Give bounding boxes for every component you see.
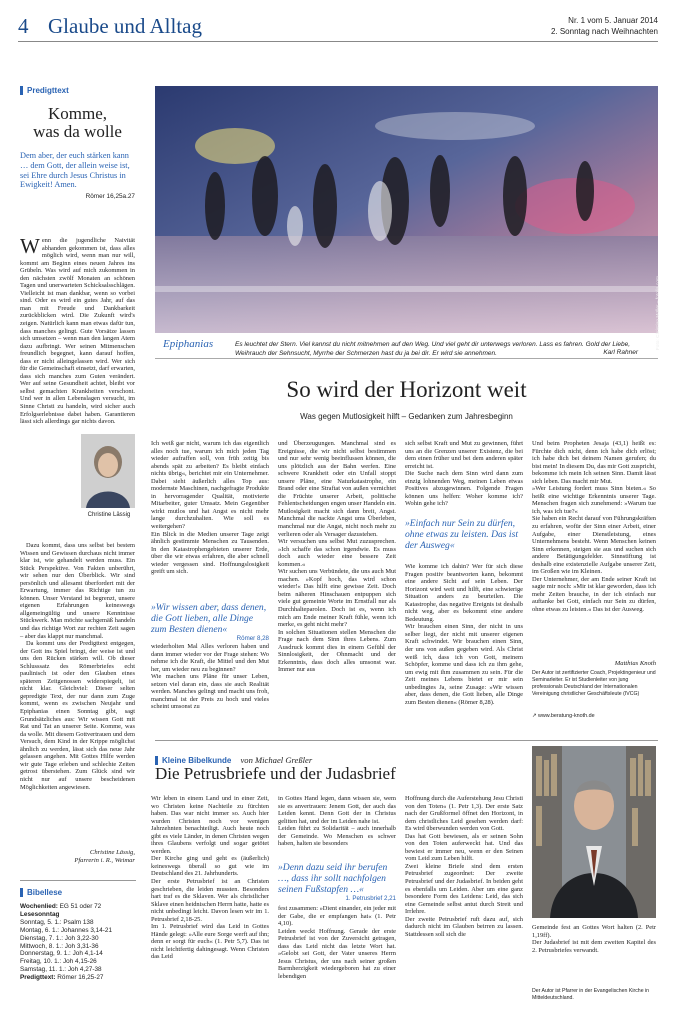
bibellese-line-value: EG 51 oder 72 — [59, 903, 102, 910]
sermon-paragraph-3: Da kommt uns der Predigttext entgegen, der Gott ins Spiel bringt, der weise ist und uns den Rücken stärken will. Ob dieser Schlusssatz des Römerbriefes echt paulinisch ist oder den Glauben eines späteren Zeitgenossen widerspiegelt, ist nicht klar. Gleichviel: Dieser selten gepredigte Text, der nur dann zum Zuge kommt, wenn es zwischen Neujahr und Epiphanias einen Sonntag gibt, sagt Grundsätzliches aus: Wir wissen Gott mit Rat und Tat an unserer Seite. Komme, was da wolle. Mit diesem Gottvertrauen und dem Versuch, dem Kind in der Krippe möglichst ähnlich zu werden, lässt sich das neue Jahr gelassen angehen. Mit Gottes Hilfe werden wir gute Tage erleben und schlechte Zeiten getrost überstehen. Zum Glück sind wir nicht nur auf unsere bescheidenen Möglichkeiten angewiesen. — [20, 640, 135, 791]
bibelkunde-quote-ref: 1. Petrusbrief 2,21 — [345, 895, 396, 902]
page-header — [18, 14, 658, 54]
bibellese-line — [20, 958, 136, 966]
sermon-verse: Dem aber, der euch stärken kann … dem Gott, der allein weise ist, sei Ehre durch Jesus Christus in Ewigkeit! Amen. — [20, 151, 130, 190]
sermon-body-2 — [20, 542, 135, 791]
bibellese-line-value: Samstag, 11. 1.: Joh 4,27-38 — [20, 966, 102, 974]
hero-rule — [155, 358, 658, 359]
sermon-verse-ref: Römer 16,25a.27 — [85, 193, 135, 201]
portrait-image — [81, 434, 135, 508]
horizont-quote2-text: »Einfach nur Sein zu dürfen, ohne etwas zu leisten. Das ist der Ausweg« — [405, 518, 518, 551]
horizont-col2-text: und Überzeugungen. Manchmal sind es Ereignisse, die wir nicht selbst bestimmen und nur sehr wenig beeinflussen können, die uns plötzlich aus der Bahn werfen. Eine schwere Krankheit oder ein Unfall stoppt unsere Pläne, eine Naturkatastrophe, ein Brand oder eine Straftat von außen vernichtet die Früchte unserer Arbeit, politische Fehlentscheidungen engen unser Handeln ein. Mutlosigkeit macht sich dann breit, Angst. Manchmal die nackte Angst ums Überleben, manchmal nur die Angst, nicht noch mehr zu verlieren oder als Versager dazustehen. Wir versuchen uns selbst Mut zuzusprechen. »Ich schaffe das schon irgendwie. Es muss doch auch wieder eine bessere Zeit kommen.« Wir suchen uns Verbündete, die uns auch Mut machen. »Kopf hoch, das wird schon wieder!« Das hilft eine gewisse Zeit. Doch beim näheren Hinschauen entpuppen sich viele gut gemeinte Worte im Ernstfall nur als Durchhalteparolen. Doch ist es, wenn ich mich am Ende meiner Kraft fühle, wenn ich merke, es geht nicht mehr? In solchen Situationen stellen Menschen die Frage nach dem Sinn ihres Lebens. Zum Ausdruck kommt dies in einem Gefühl der Sinnlosigkeit, der Ohnmacht und der Erkenntnis, dass doch alles umsonst war. Immer nur aus — [278, 440, 396, 674]
horizont-col1b-text: wiederholten Mal Alles verloren haben und dann immer wieder vor der Frage stehen: Wo nehme ich die Kraft, die Mittel und den Mut her, um wieder neu zu beginnen? Wie machen uns Pläne für unser Leben, setzen viel daran ein, dass sie auch Realität werden. Manches gelingt und macht uns froh, manchmal ist der Preis zu hoch und vieles scheint umsonst zu — [151, 643, 269, 711]
bibellese-line — [20, 943, 136, 951]
bibelkunde-col4 — [532, 924, 656, 954]
bibellese-list — [20, 903, 136, 982]
bibellese-line-value: Montag, 6. 1.: Johannes 3,14-21 — [20, 926, 113, 934]
bibelkunde-col4-text: Gemeinde fest an Gottes Wort halten (2. Petr 1,19ff). Der Judasbrief ist mit dem zweiten Kapitel des 2. Petrusbriefes verwandt. — [532, 924, 656, 954]
sermon-paragraph-1: enn die jugendliche Naivität abhanden gekommen ist, dass alles möglich wird, wenn man nur will, kommt am Beginn eines neuen Jahres ins Grübeln. Was wird auf mich zukommen in den nächsten zwölf Monaten an schönen Tagen und unerwarteten Schicksalsschlägen. Vielleicht ist man dankbar, wenn so vorbei sind. Oder es wird ein gutes Jahr, auf das man mit Freude und Dankbarkeit zurückblicken wird. Die Zukunft wird's zeigen. Natürlich kann man etwas dafür tun, dass manches gelingt. Gute Vorsätze lassen sich umsetzen – wenn man den langen Atem dazu aufbringt. Wer seinen Mitmenschen freundlich begegnet, kann darauf hoffen, dass er nicht alleingelassen wird. Wer sich für die Gemeinschaft einsetzt, darf erwarten, dass sich manches zum Guten verändert. Wer auf seine Gesundheit achtet, bleibt vor selbst gemachten Krankheiten verschont. Und wer in allen Lebenslagen versucht, im Sinne Christi zu handeln, wird sicher auch Erfolgserlebnisse dabei haben. Garantieren lässt sich allerdings gar nichts davon. — [20, 237, 135, 426]
bibellese-line-value: Dienstag, 7. 1.: Joh 3,22-30 — [20, 934, 99, 942]
sermon-label: Predigttext — [20, 86, 135, 95]
sunday-label: 2. Sonntag nach Weihnachten — [550, 27, 658, 36]
web-icon: ↗ — [532, 713, 539, 719]
horizont-author: Matthias Knoth — [614, 660, 656, 667]
bibelkunde-col3 — [405, 795, 523, 938]
bibelkunde-col2-text: in Gottes Hand legen, dann wissen sie, wem sie es anvertrauen: Jenem Gott, der auch das Leiden kennt. Denn Gott der in Christus gelitten hat, und der im Leiden nahe ist. Leiden führt zu Solidarität – auch innerhalb der Gemeinde. Wo Menschen es schwer haben, halten sie besonders — [278, 795, 396, 848]
bibellese-line — [20, 911, 136, 919]
hero-photo-image — [155, 86, 658, 333]
bibelkunde-author-note: Der Autor ist Pfarrer in der Evangelischen Kirche in Mitteldeutschland. — [532, 988, 650, 1001]
photo-credit: Foto: Christian Müller – fotolia.com — [656, 276, 661, 351]
horizont-col3-text: sich selbst Kraft und Mut zu gewinnen, führt uns an die Grenzen unserer Existenz, die bei dem einen früher und bei dem anderen später erreicht ist. Die Suche nach dem Sinn wird dann zum einzig lohnenden Weg, meinen Leben etwas Positives abzugewinnen. Folgende Fragen können uns helfen: Woher komme ich? Wohin gehe ich? — [405, 440, 523, 508]
horizont-title: So wird der Horizont weit — [286, 377, 527, 402]
issue-date: Nr. 1 vom 5. Januar 2014 — [568, 16, 658, 25]
bibellese-line-key: Lesesonntag — [20, 910, 60, 918]
sermon-author-role: Pfarrerin i. R., Weimar — [74, 857, 135, 864]
horizont-quote1-ref: Römer 8,28 — [236, 635, 269, 642]
bibellese-line — [20, 919, 136, 927]
bibellese-box — [20, 888, 136, 982]
horizont-author-web-link[interactable]: www.beratung-knoth.de — [538, 713, 595, 719]
hero-caption-text: Es leuchtet der Stern. Viel kannst du nicht mitnehmen auf den Weg. Und viel geht dir unterwegs verloren. Lass es fahren. Gold der Liebe, Weihrauch der Sehnsucht, Myrrhe der Schmerzen hast du ja bei dir. Er wird sie annehmen. — [235, 341, 631, 357]
horizont-quote1 — [151, 602, 269, 642]
bibelkunde-col2b-text: fest zusammen: »Dient einander, ein jeder mit der Gabe, die er empfangen hat« (1. Petr 4,10). Leiden weckt Hoffnung. Gerade der erste Petrusbrief ist von der Zuversicht getragen, dass das Leid nicht das letzte Wort hat. »Gelobt sei Gott, der Vater unseres Herrn Jesus Christus, der uns nach seiner großen Barmherzigkeit wiedergeboren hat zu einer lebendigen — [278, 905, 396, 980]
bibellese-line — [20, 927, 136, 935]
bibellese-line — [20, 950, 136, 958]
page-number: 4 — [18, 14, 29, 38]
sermon-title-line2: was da wolle — [33, 122, 122, 141]
sermon-dropcap: W — [20, 234, 40, 258]
bibellese-line-key: Predigttext: — [20, 974, 58, 982]
bibellese-label: Bibellese — [20, 888, 136, 897]
hero-caption-label: Epiphanias — [163, 338, 214, 350]
bibellese-line-value: Mittwoch, 8. 1.: Joh 3,31-36 — [20, 942, 99, 950]
sermon-paragraph-2: Dazu kommt, dass uns selbst bei bestem Wissen und Gewissen durchaus nicht immer klar ist, wie gehandelt werden muss. Ein Stück Perspektive. Von Fakten unberührt, wir sehen nur den Überblick. Wir sind persönlich und allesamt überfordert mit der Erwartung, immer das Richtige tun zu können. Unser Verstand ist begrenzt, unsere eigenen Erfahrungen keineswegs allgemeingültig und unsere Kenntnisse Stückwerk. Man möchte sachgemäß handeln und das richtige Wort zur rechten Zeit sagen – aber das klappt nur manchmal. — [20, 542, 135, 640]
bibellese-line-value: Donnerstag, 9. 1.: Joh 4,1-14 — [20, 950, 103, 958]
horizont-col1b — [151, 643, 269, 711]
sermon-body — [20, 234, 135, 426]
horizont-quote1-text: »Wir wissen aber, dass denen, die Gott lieben, alle Dinge zum Besten dienen« — [151, 602, 267, 635]
bibellese-line — [20, 966, 136, 974]
horizont-subtitle: Was gegen Mutlosigkeit hilft – Gedanken zum Jahresbeginn — [300, 412, 513, 421]
header-rule — [18, 41, 658, 42]
bibellese-line-key: Wochenlied: — [20, 903, 60, 910]
horizont-col1-text: Ich weiß gar nicht, warum ich das eigentlich alles noch tue, warum ich mich jeden Tag wieder aufraffen soll, von früh zeitig bis abends spät zu arbeiten? Es bleibt einfach nichts übrig«, berichtet mir ein Unternehmer. Dabei sieht äußerlich alles Top aus: modernste Maschinen, nachgefragte Produkte in hervorragender Qualität, motivierte Mitarbeiter, guter Umsatz. Mein Gegenüber wirkt mutlos und hat Angst es nicht mehr lange durchzuhalten. Wie soll es weitergehen? Ein Blick in die Medien unserer Tage zeigt ähnlich gestimmte Menschen zu Tausenden. In den Katastrophengebieten unserer Erde, über die wir etwas erfahren, die aber schnell wieder vergessen sind. Hoffnungslosigkeit greift um sich. — [151, 440, 269, 576]
horizont-col2 — [278, 440, 396, 674]
hero-caption-author: Karl Rahner — [603, 349, 638, 356]
sermon-column — [20, 86, 135, 200]
sermon-author: Christine Lässig, — [89, 849, 135, 856]
portrait-michael-gressler — [532, 746, 656, 918]
bibelkunde-rule — [155, 740, 658, 741]
bibelkunde-quote — [278, 862, 396, 902]
bibelkunde-byline: von Michael Greßler — [240, 755, 313, 765]
portrait-christine-lassig — [81, 434, 135, 508]
bibelkunde-quote-text: »Denn dazu seid ihr berufen …, dass ihr sollt nachfolgen seinen Fußstapfen …« — [278, 862, 388, 895]
bibellese-line — [20, 935, 136, 943]
bibellese-rule — [20, 880, 136, 881]
portrait-caption: Christine Lässig — [87, 512, 131, 518]
bibelkunde-title: Die Petrusbriefe und der Judasbrief — [155, 764, 396, 783]
bibellese-line-value: Freitag, 10. 1.: Joh 4,15-26 — [20, 958, 97, 966]
horizont-col4 — [532, 440, 656, 614]
bibellese-line — [20, 974, 136, 982]
horizont-col3b — [405, 563, 523, 706]
horizont-col3 — [405, 440, 523, 508]
portrait-gressler-image — [532, 746, 656, 918]
bibelkunde-col2b — [278, 905, 396, 980]
section-title: Glaube und Alltag — [48, 14, 202, 38]
horizont-quote2 — [405, 518, 523, 551]
bibelkunde-label: Kleine Bibelkunde — [155, 756, 231, 765]
bibelkunde-col3-text: Hoffnung durch die Auferstehung Jesu Christi von den Toten« (1. Petr 1,3). Der erste Satz nach der Grußformel öffnet den Horizont, in dem christliches Leid gesehen werden darf: Es wird überwunden werden von Gott. Das hat Gott bewiesen, als er seinen Sohn von den Toten auferweckt hat. Und das bewiest er immer neu, wenn er den Seinen vom Leid zum Leben hilft. Zwei kleine Briefe sind dem ersten Petrusbrief zugeordnet: Der zweite Petrusbrief und der Judasbrief. In beiden geht es ebenfalls um Leiden. Aber um eine ganz besondere Form des Leidens: Leid, das sich eine Gemeinde selbst antut durch Streit und Irrlehre. Der zweite Petrusbrief ruft dazu auf, sich dadurch nicht im Glauben beirren zu lassen. Stattdessen soll sich die — [405, 795, 523, 938]
bibellese-line — [20, 903, 136, 911]
bibellese-line-value: Sonntag, 5. 1.: Psalm 138 — [20, 918, 94, 926]
horizont-author-note: Der Autor ist zertifizierter Coach, Projektingenieur und Seminarleiter. Er ist Studienleiter von jung professionals Deutschland der Internationalen Vereinigung christlicher Geschäftsleute (IVCG) — [532, 670, 656, 697]
bibelkunde-col1 — [151, 795, 269, 961]
bibellese-line-value: Römer 16,25-27 — [57, 974, 104, 982]
bibelkunde-col2 — [278, 795, 396, 848]
horizont-author-web — [532, 713, 656, 719]
sermon-title-line1: Komme, — [47, 104, 108, 123]
horizont-col3b-text: Wie komme ich dahin? Wer für sich diese Fragen positiv beantworten kann, bekommt eine andere Sicht auf sein Leben. Der Horizont wird weit und hilft, eine schwierige Situation anders zu beurteilen. Die Katastrophe, das negative Ereignis ist deshalb nicht weg, aber es bekommt eine andere Bedeutung. Wir brauchen einen Sinn, der nicht in uns selber liegt, der nicht mit unserer eigenen Kraft schwindet. Wir brauchen einen Sinn, der uns von außen gegeben wird. Als Christ weiß ich, dass ich von Gott, meinem Schöpfer, komme und dass ich zu ihm gehe, um ewig mit ihm zusammen zu sein. Für die Zeit meines Lebens bietet er mir sein unbedingtes Ja, seine Zusage: »Wir wissen aber, dass denen, die Gott lieben, alle Dinge zum Besten dienen« (Römer 8,28). — [405, 563, 523, 706]
horizont-col1 — [151, 440, 269, 576]
horizont-col4-text: Und beim Propheten Jesaja (43,1) heißt es: Fürchte dich nicht, denn ich habe dich erlöst; ich habe dich bei deinem Namen gerufen; du bist mein! In diesem Du, das mir Gott zuspricht, bekomme ich mein Ich seinen Sinn. Damit lässt sich leben. Das macht mir Mut. »Wer Leistung fordert muss Sinn bieten.« So heißt eine wichtige Erkenntnis unserer Tage. Menschen fragen sich zunehmend: »Warum tue ich, was ich tue?« Sie haben ein Recht darauf von Führungskräften zu erfahren, wofür der Sinn einer Arbeit, einer Aufgabe, einer Dienstleistung, eines Unternehmens besteht. Wenn Menschen keinen Sinn erkennen, steigen sie aus und suchen sich andere Betätigungsfelder. Sinnstiftung ist deshalb eine existenzielle Aufgabe unserer Zeit, im Großen wie im Kleinen. Der Unternehmer, der am Ende seiner Kraft ist sagte mir noch: »Mir ist klar geworden, dass ich mehr Zeiten brauche, in der ich einfach nur auftanke bei Gott, einfach nur Sein zu dürfen, ohne etwas zu leisten.« Das ist der Ausweg. — [532, 440, 656, 614]
bibelkunde-col1-text: Wir leben in einem Land und in einer Zeit, wo Christen keine Nachteile zu fürchten haben. Das war nicht immer so. Auch hier wurden Christen noch vor wenigen Jahrzehnten benachteiligt. Auch heute noch gibt es viele Länder, in denen Christen wegen ihres Glaubens verfolgt und sogar getötet werden. Der Kirche ging und geht es (äußerlich) keineswegs überall so gut wie im Deutschland des 21. Jahrhunderts. Der erste Petrusbrief ist an Christen geschrieben, die leiden mussten. Besonders hart traf es die Sklaven. Wer als christlicher Sklave einen heidnischen Herrn hatte, hatte es nicht unbedingt leicht. Davon lesen wir im 1. Petrusbrief 2,18-25. Im 1. Petrusbrief wird das Leid in Gottes Hände gelegt: »Alle eure Sorge werft auf ihn; denn er sorgt für euch« (1. Petr 5,7). Das ist nicht leichtfertig dahingesagt. Wenn Christen das Leid — [151, 795, 270, 961]
